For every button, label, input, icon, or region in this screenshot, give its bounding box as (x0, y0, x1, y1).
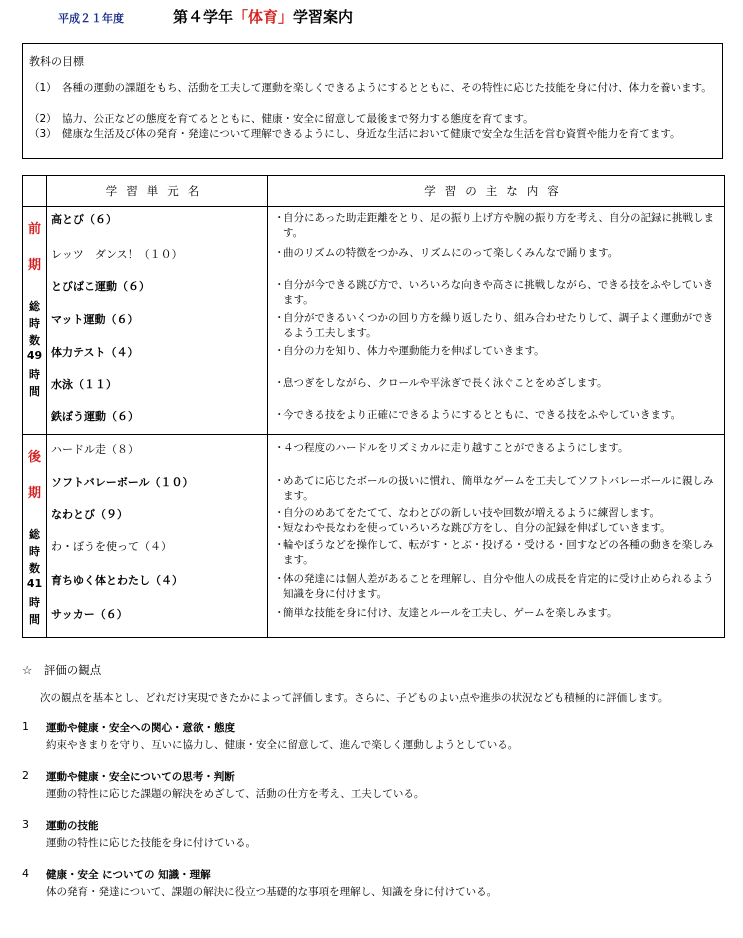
unit-name: 育ちゆく体とわたし（４） (51, 574, 183, 587)
column-header-unit: 学習単元名 (105, 184, 209, 198)
unit-name: レッツ ダンス！（１０） (51, 248, 183, 261)
goal-text: 各種の運動の課題をもち、活動を工夫して運動を楽しくできるようにするとともに、その特性に応じた技能を身に付け、体力を養います。 (62, 82, 712, 94)
title-suffix: 学習案内 (293, 8, 354, 26)
unit-name: 水泳（１１） (51, 378, 117, 391)
goal-number: （1） (29, 82, 57, 94)
unit-name: マット運動（６） (51, 313, 139, 326)
school-year: 平成２１年度 (58, 12, 124, 25)
first-term-label: 前 期 総 時 数 49 時 間 (26, 222, 43, 398)
unit-name: とびばこ運動（６） (51, 280, 150, 293)
unit-name: なわとび（９） (51, 508, 128, 521)
goals-heading: 教科の目標 (29, 55, 84, 68)
unit-name: わ・ぼうを使って（４） (51, 540, 172, 553)
column-header-content: 学習の主な内容 (424, 184, 568, 198)
unit-name: ソフトバレーボール（１０） (51, 476, 194, 489)
unit-name: サッカー（６） (51, 608, 128, 621)
second-term-label: 後 期 総 時 数 41 時 間 (26, 450, 43, 626)
subject-goals-box (22, 43, 723, 159)
star-icon: ☆ (22, 663, 33, 677)
unit-name: ハードル走（８） (51, 443, 139, 456)
evaluation-heading: ☆ 評価の観点 (22, 663, 102, 677)
unit-name: 体力テスト（４） (51, 346, 139, 359)
learning-plan-table: 学習単元名 学習の主な内容 前 期 総 時 数 49 時 間 高とび（６） ・ 自分にあった助走距離をとり、足の振り上げ方や腕の振り方を考え、自分の記録に挑戦します。 レッツ ダンス！（１０） ・ 曲のリズムの特徴をつかみ、リズムにのって楽しくみんなで踊ります。 とびばこ運動（６） ・ 自分が今できる跳び方で、いろいろな向きや高さに挑戦しながら、できる技をふやしていきます。 マット運動（６） ・ 自分ができるいくつかの回り方を繰り返したり、組み合わせたりして、調子よく運動ができるよう工夫します。 体力テスト（４） ・ 自分の力を知り、体力や運動能力を伸ばしていきます。 水泳（１１） ・ 息つぎをしながら、クロールや平泳ぎで長く泳ぐことをめざします。 鉄ぼう運動（６） ・ 今できる技をより正確にできるようにするとともに、できる技をふやしていきます。 後 期 総 時 数 41 時 間 ハードル走（８） ・ ４つ程度のハードルをリズミカルに走り越すことができるようにします。 ソフトバレーボール（１０） ・ めあてに応じたボールの扱いに慣れ、簡単なゲームを工夫してソフトバレーボールに親しみます。 なわとび（９） ・ 自分のめあてをたてて、なわとびの新しい技や回数が増えるように練習します。 ・ 短なわや長なわを使っていろいろな跳び方をし、自分の記録を伸ばしていきます。 わ・ぼうを使って（４） ・ 輪やぼうなどを操作して、転がす・とぶ・投げる・受ける・回すなどの各種の動きを楽しみます。 育ちゆく体とわたし（４） ・ 体の発達には個人差があることを理解し、自分や他人の成長を肯定的に受け止められるよう知識を身に付けます。 サッカー（６） ・ 簡単な技能を身に付け、友達とルールを工夫し、ゲームを楽しみます。 (22, 175, 725, 638)
title-grade: 第４学年 (173, 8, 234, 26)
goal-number: （3） (29, 128, 57, 140)
goal-text: 協力、公正などの態度を育てるとともに、健康・安全に留意して最後まで努力する態度を育てます。 (62, 113, 534, 125)
unit-name: 高とび（６） (51, 213, 117, 226)
evaluation-intro: 次の観点を基本とし、どれだけ実現できたかによって評価します。さらに、子どものよい点や進歩の状況なども積極的に評価します。 (40, 692, 669, 704)
title-subject: 「体育」 (233, 8, 294, 26)
goal-text: 健康な生活及び体の発育・発達について理解できるようにし、身近な生活において健康で安全な生活を営む資質や能力を育てます。 (62, 128, 681, 140)
unit-name: 鉄ぼう運動（６） (51, 410, 139, 423)
page-title (173, 6, 353, 27)
goal-number: （2） (29, 113, 57, 125)
